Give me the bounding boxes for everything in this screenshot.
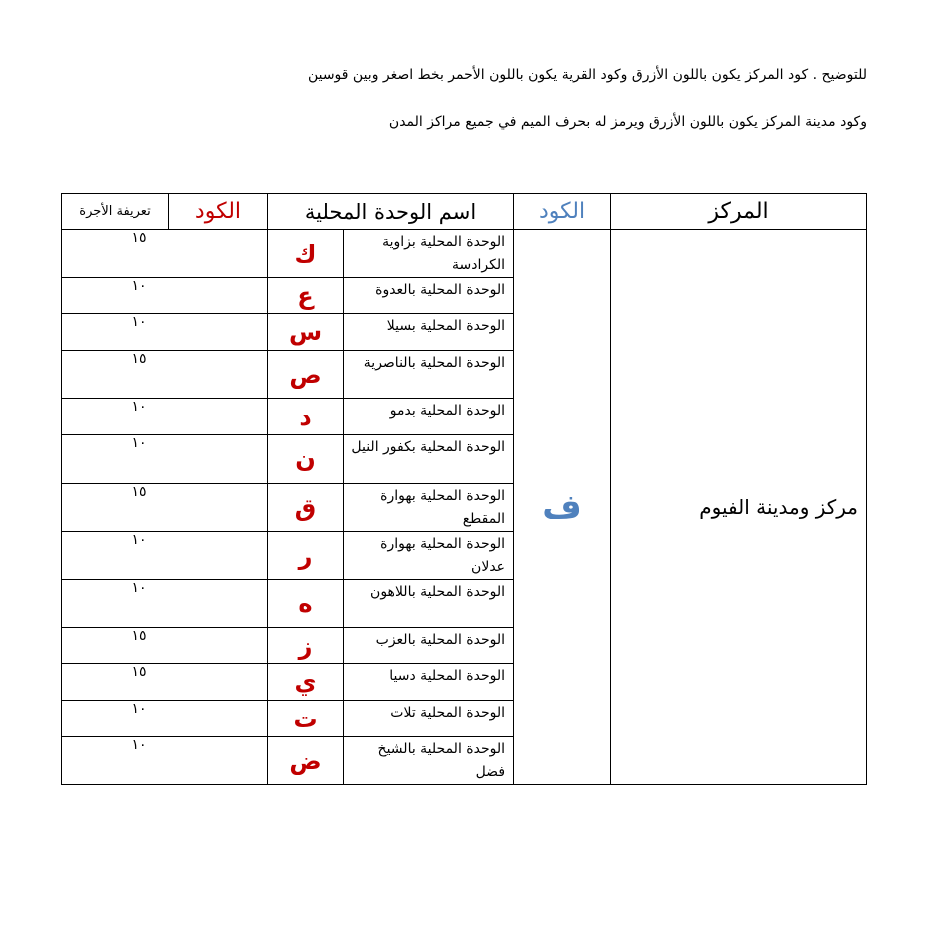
village-code: ك — [268, 230, 344, 278]
fare-value: ١٠ — [62, 399, 169, 435]
unit-name: الوحدة المحلية بزاوية الكرادسة — [344, 230, 514, 278]
unit-name: الوحدة المحلية بالشيخ فضل — [344, 737, 514, 785]
unit-name: الوحدة المحلية بالناصرية — [344, 351, 514, 399]
village-code: ر — [268, 532, 344, 580]
fare-value: ١٥ — [62, 484, 169, 532]
fare-spacer — [169, 278, 268, 314]
fare-spacer — [169, 351, 268, 399]
header-center: المركز — [611, 194, 867, 230]
village-code: ي — [268, 664, 344, 701]
fare-spacer — [169, 399, 268, 435]
fare-spacer — [169, 532, 268, 580]
village-code: ن — [268, 435, 344, 484]
fare-value: ١٠ — [62, 701, 169, 737]
unit-name: الوحدة المحلية بكفور النيل — [344, 435, 514, 484]
center-code: ف — [514, 230, 611, 785]
village-code: ه — [268, 580, 344, 628]
village-code: س — [268, 314, 344, 351]
fare-spacer — [169, 701, 268, 737]
fare-spacer — [169, 580, 268, 628]
fare-spacer — [169, 664, 268, 701]
fare-value: ١٥ — [62, 664, 169, 701]
unit-name: الوحدة المحلية بالعزب — [344, 628, 514, 664]
fare-value: ١٠ — [62, 532, 169, 580]
village-code: ص — [268, 351, 344, 399]
village-code: ع — [268, 278, 344, 314]
header-village-code: الكود — [169, 194, 268, 230]
fare-value: ١٠ — [62, 435, 169, 484]
fare-value: ١٥ — [62, 628, 169, 664]
note-line-1: للتوضيح . كود المركز يكون باللون الأزرق وكود القرية يكون باللون الأحمر بخط اصغر وبين قوسين — [307, 67, 867, 83]
fare-table — [61, 193, 867, 785]
fare-value: ١٥ — [62, 230, 169, 278]
fare-value: ١٠ — [62, 737, 169, 785]
village-code: ض — [268, 737, 344, 785]
unit-name: الوحدة المحلية بهوارة عدلان — [344, 532, 514, 580]
header-unit-name: اسم الوحدة المحلية — [268, 194, 514, 230]
table-row — [62, 230, 867, 278]
note-line-2: وكود مدينة المركز يكون باللون الأزرق ويرمز له بحرف الميم في جميع مراكز المدن — [388, 114, 867, 130]
center-name: مركز ومدينة الفيوم — [611, 230, 867, 785]
fare-spacer — [169, 628, 268, 664]
unit-name: الوحدة المحلية بدمو — [344, 399, 514, 435]
fare-spacer — [169, 484, 268, 532]
village-code: ت — [268, 701, 344, 737]
village-code: د — [268, 399, 344, 435]
village-code: ق — [268, 484, 344, 532]
unit-name: الوحدة المحلية دسيا — [344, 664, 514, 701]
fare-spacer — [169, 314, 268, 351]
unit-name: الوحدة المحلية بالعدوة — [344, 278, 514, 314]
header-row — [62, 194, 867, 230]
fare-value: ١٠ — [62, 314, 169, 351]
fare-spacer — [169, 737, 268, 785]
unit-name: الوحدة المحلية بهوارة المقطع — [344, 484, 514, 532]
fare-spacer — [169, 435, 268, 484]
unit-name: الوحدة المحلية بسيلا — [344, 314, 514, 351]
fare-value: ١٥ — [62, 351, 169, 399]
header-center-code: الكود — [514, 194, 611, 230]
unit-name: الوحدة المحلية تلات — [344, 701, 514, 737]
fare-spacer — [169, 230, 268, 278]
fare-value: ١٠ — [62, 580, 169, 628]
village-code: ز — [268, 628, 344, 664]
unit-name: الوحدة المحلية باللاهون — [344, 580, 514, 628]
fare-value: ١٠ — [62, 278, 169, 314]
header-fee: تعريفة الأجرة — [62, 194, 169, 230]
